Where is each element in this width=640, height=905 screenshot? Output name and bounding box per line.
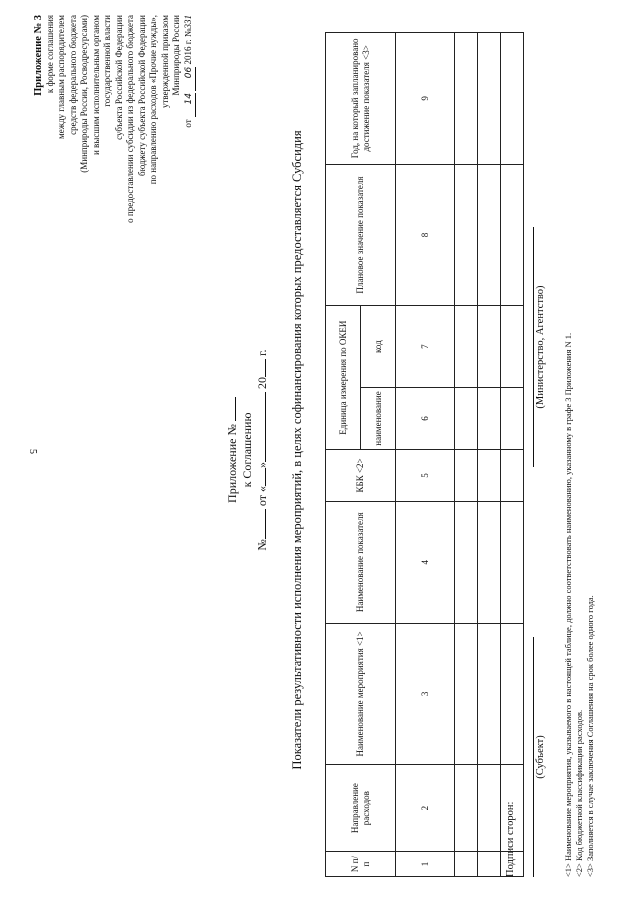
- col-indicator: Наименование показателя: [326, 501, 396, 623]
- col-number: 1: [396, 852, 455, 877]
- col-number: 5: [396, 450, 455, 502]
- date-year: 2016 г. №: [182, 28, 193, 65]
- signatures-label: Подписи сторон:: [505, 801, 516, 877]
- col-number: 7: [396, 306, 455, 388]
- appendix-title: Приложение № 3: [33, 15, 44, 96]
- col-event: Наименование мероприятия <1>: [326, 623, 396, 765]
- date-prefix: от: [182, 119, 193, 128]
- appendix-line: по направлению расходов «Прочие нужды»,: [148, 15, 158, 185]
- appendix-line: к форме соглашения: [44, 15, 55, 94]
- from-label: от «: [255, 486, 269, 507]
- appendix-line: и высшим исполнительным органом: [90, 15, 101, 156]
- date-month: 06: [184, 67, 197, 91]
- appendix-line: Минприроды России: [171, 15, 181, 96]
- year-prefix: 20: [255, 377, 269, 390]
- number-label: №: [255, 539, 269, 551]
- results-table: [325, 32, 524, 877]
- table-row: [501, 33, 524, 877]
- footnote: <1> Наименование мероприятия, указываемого в настоящей таблице, должно соответствовать наименованию, указанному в графе 3 Приложения N 1.: [563, 332, 573, 877]
- close-quote: »: [255, 462, 269, 469]
- col-n: N п/п: [326, 852, 396, 877]
- document-sheet: [25, 15, 615, 885]
- appendix-line: государственной власти: [102, 15, 112, 107]
- footnotes: [563, 333, 596, 877]
- col-year: Год, на который запланировано достижение показателя <3>: [326, 33, 396, 165]
- appendix-line: средств федерального бюджета: [67, 15, 78, 135]
- appendix-line: (Минприроды России, Росводресурсами): [79, 15, 89, 173]
- col-number: 6: [396, 388, 455, 450]
- col-number: 9: [396, 33, 455, 165]
- appendix-label: Приложение №: [225, 424, 239, 503]
- footnote: <3> Заполняется в случае заключения Соглашения на срок более одного года.: [585, 595, 595, 877]
- appendix-line: о предоставлении субсидии из федерального бюджета: [125, 15, 135, 223]
- number-blank: [265, 509, 266, 539]
- signature-subject: (Субъект): [533, 637, 546, 877]
- page-number: 5: [27, 449, 38, 454]
- col-okei-name: наименование: [361, 388, 396, 450]
- signature-ministry: (Министерство, Агентство): [533, 227, 546, 467]
- appendix-line: утвержденной приказом: [159, 15, 170, 109]
- appendix-line: субъекта Российской Федерации: [113, 15, 124, 140]
- col-number: 2: [396, 765, 455, 852]
- appendix-number-blank: [235, 397, 236, 421]
- month-blank: [265, 392, 266, 462]
- col-planned: Плановое значение показателя: [326, 164, 396, 306]
- table-row: [478, 33, 501, 877]
- appendix-line: между главным распорядителем: [56, 15, 66, 139]
- agreement-header: [225, 15, 270, 885]
- footnote: <2> Код бюджетной классификации расходов.: [574, 709, 584, 877]
- date-day: 14: [184, 93, 197, 117]
- table-row: [455, 33, 478, 877]
- appendix-line: бюджету субъекта Российской Федерации: [136, 15, 147, 176]
- order-number: 331: [182, 15, 193, 29]
- col-number: 3: [396, 623, 455, 765]
- col-kbk: КБК <2>: [326, 450, 396, 502]
- appendix-block: [33, 15, 196, 265]
- year-suffix: г.: [255, 349, 269, 357]
- col-okei: Единица измерения по ОКЕИ: [326, 306, 361, 450]
- col-number: 8: [396, 164, 455, 306]
- year-blank: [265, 359, 266, 377]
- col-okei-code: код: [361, 306, 396, 388]
- col-direction: Направление расходов: [326, 765, 396, 852]
- to-agreement: к Соглашению: [240, 412, 254, 488]
- appendix-date: [183, 15, 197, 265]
- day-blank: [265, 468, 266, 486]
- col-number: 4: [396, 501, 455, 623]
- main-title: Показатели результативности исполнения мероприятий, в целях софинансирования которых предоставляется Субсидия: [290, 130, 304, 770]
